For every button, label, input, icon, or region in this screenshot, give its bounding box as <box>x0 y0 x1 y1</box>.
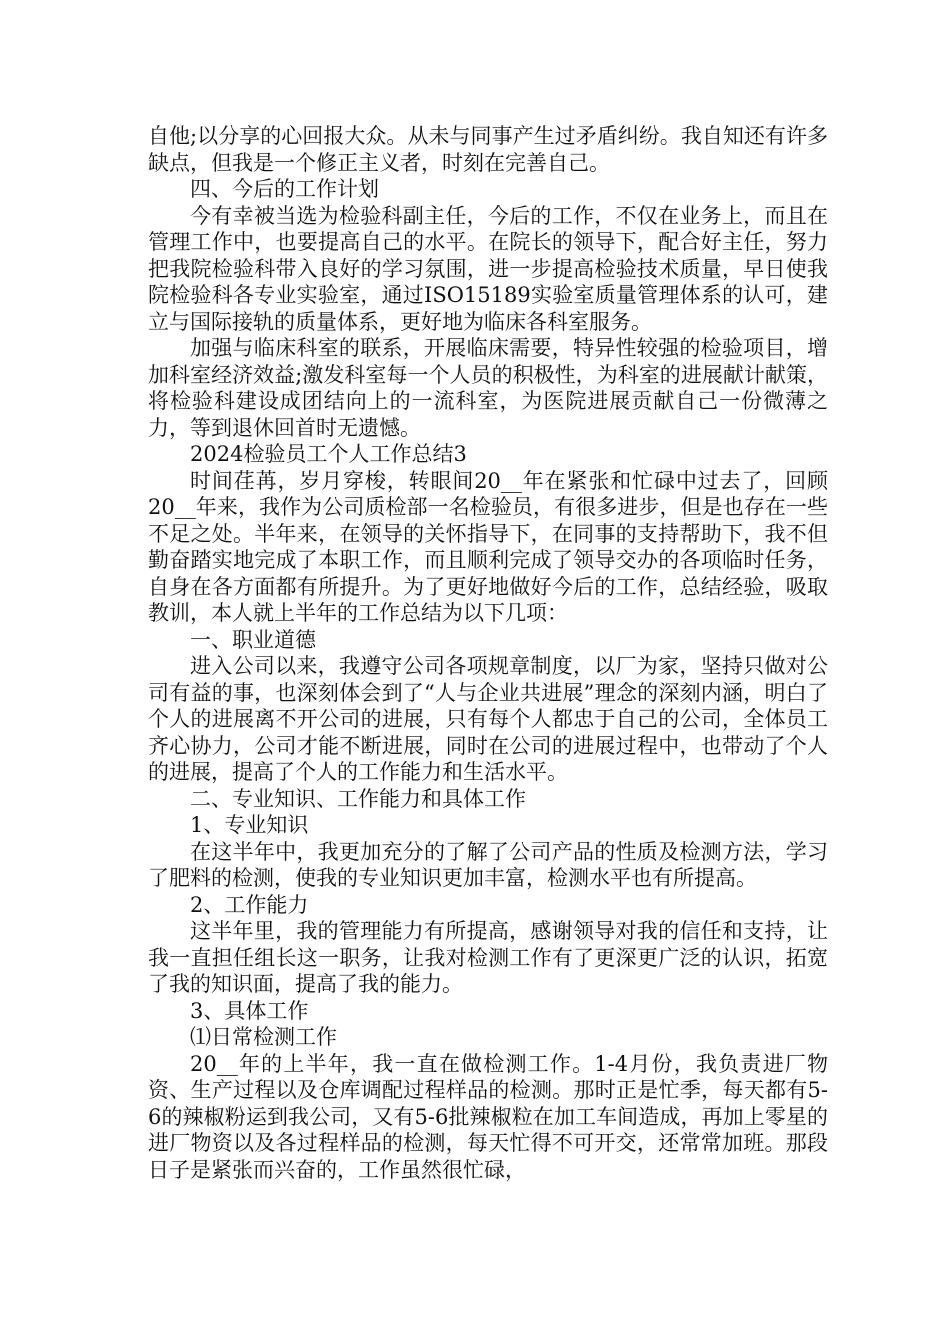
paragraph-body: 这半年里，我的管理能力有所提高，感谢领导对我的信任和支持，让我一直担任组长这一职务，让我对检测工作有了更深更广泛的认识，拓宽了我的知识面，提高了我的能力。 <box>148 919 828 996</box>
document-body <box>148 123 828 1183</box>
paragraph-body: 进入公司以来，我遵守公司各项规章制度，以厂为家，坚持只做对公司有益的事，也深刻体会到了“人与企业共进展”理念的深刻内涵，明白了个人的进展离不开公司的进展，只有每个人都忠于自己的公司，全体员工齐心协力，公司才能不断进展，同时在公司的进展过程中，也带动了个人的进展，提高了个人的工作能力和生活水平。 <box>148 654 828 784</box>
subsection-heading-ability: 2、工作能力 <box>190 892 309 917</box>
section-heading-future-plan: 四、今后的工作计划 <box>190 177 379 201</box>
subsection-heading-daily-testing: ⑴日常检测工作 <box>190 1025 337 1049</box>
document-title: 2024检验员工个人工作总结3 <box>190 442 467 466</box>
paragraph-body: 今有幸被当选为检验科副主任，今后的工作，不仅在业务上，而且在管理工作中，也要提高自己的水平。在院长的领导下，配合好主任，努力把我院检验科带入良好的学习氛围，进一步提高检验技术质量，早日使我院检验科各专业实验室，通过ISO15189实验室质量管理体系的认可，建立与国际接轨的质量体系，更好地为临床各科室服务。 <box>148 203 828 334</box>
paragraph-body: 20__年的上半年，我一直在做检测工作。1-4月份，我负责进厂物资、生产过程以及仓库调配过程样品的检测。那时正是忙季，每天都有5-6的辣椒粉运到我公司，又有5-6批辣椒粒在加工车间造成，再加上零星的进厂物资以及各过程样品的检测，每天忙得不可开交，还常常加班。那段日子是紧张而兴奋的，工作虽然很忙碌， <box>148 1051 828 1182</box>
paragraph-body: 时间荏苒，岁月穿梭，转眼间20__年在紧张和忙碌中过去了，回顾20__年来，我作为公司质检部一名检验员，有很多进步，但是也存在一些不足之处。半年来，在领导的关怀指导下，在同事的支持帮助下，我不但勤奋踏实地完成了本职工作，而且顺利完成了领导交办的各项临时任务，自身在各方面都有所提升。为了更好地做好今后的工作，总结经验，吸取教训，本人就上半年的工作总结为以下几项： <box>148 468 828 625</box>
paragraph-body: 加强与临床科室的联系，开展临床需要，特异性较强的检验项目，增加科室经济效益;激发科室每一个人员的积极性，为科室的进展献计献策，将检验科建设成团结向上的一流科室，为医院进展贡献自己一份微薄之力，等到退休回首时无遗憾。 <box>148 336 828 440</box>
section-heading-ethics: 一、职业道德 <box>190 627 316 652</box>
section-heading-skills: 二、专业知识、工作能力和具体工作 <box>190 786 526 811</box>
subsection-heading-knowledge: 1、专业知识 <box>190 813 309 837</box>
paragraph-continuation: 自他;以分享的心回报大众。从未与同事产生过矛盾纠纷。我自知还有许多缺点，但我是一个修正主义者，时刻在完善自己。 <box>148 124 828 175</box>
paragraph-body: 在这半年中，我更加充分的了解了公司产品的性质及检测方法，学习了肥料的检测，使我的专业知识更加丰富，检测水平也有所提高。 <box>148 839 828 890</box>
subsection-heading-work: 3、具体工作 <box>190 998 309 1023</box>
